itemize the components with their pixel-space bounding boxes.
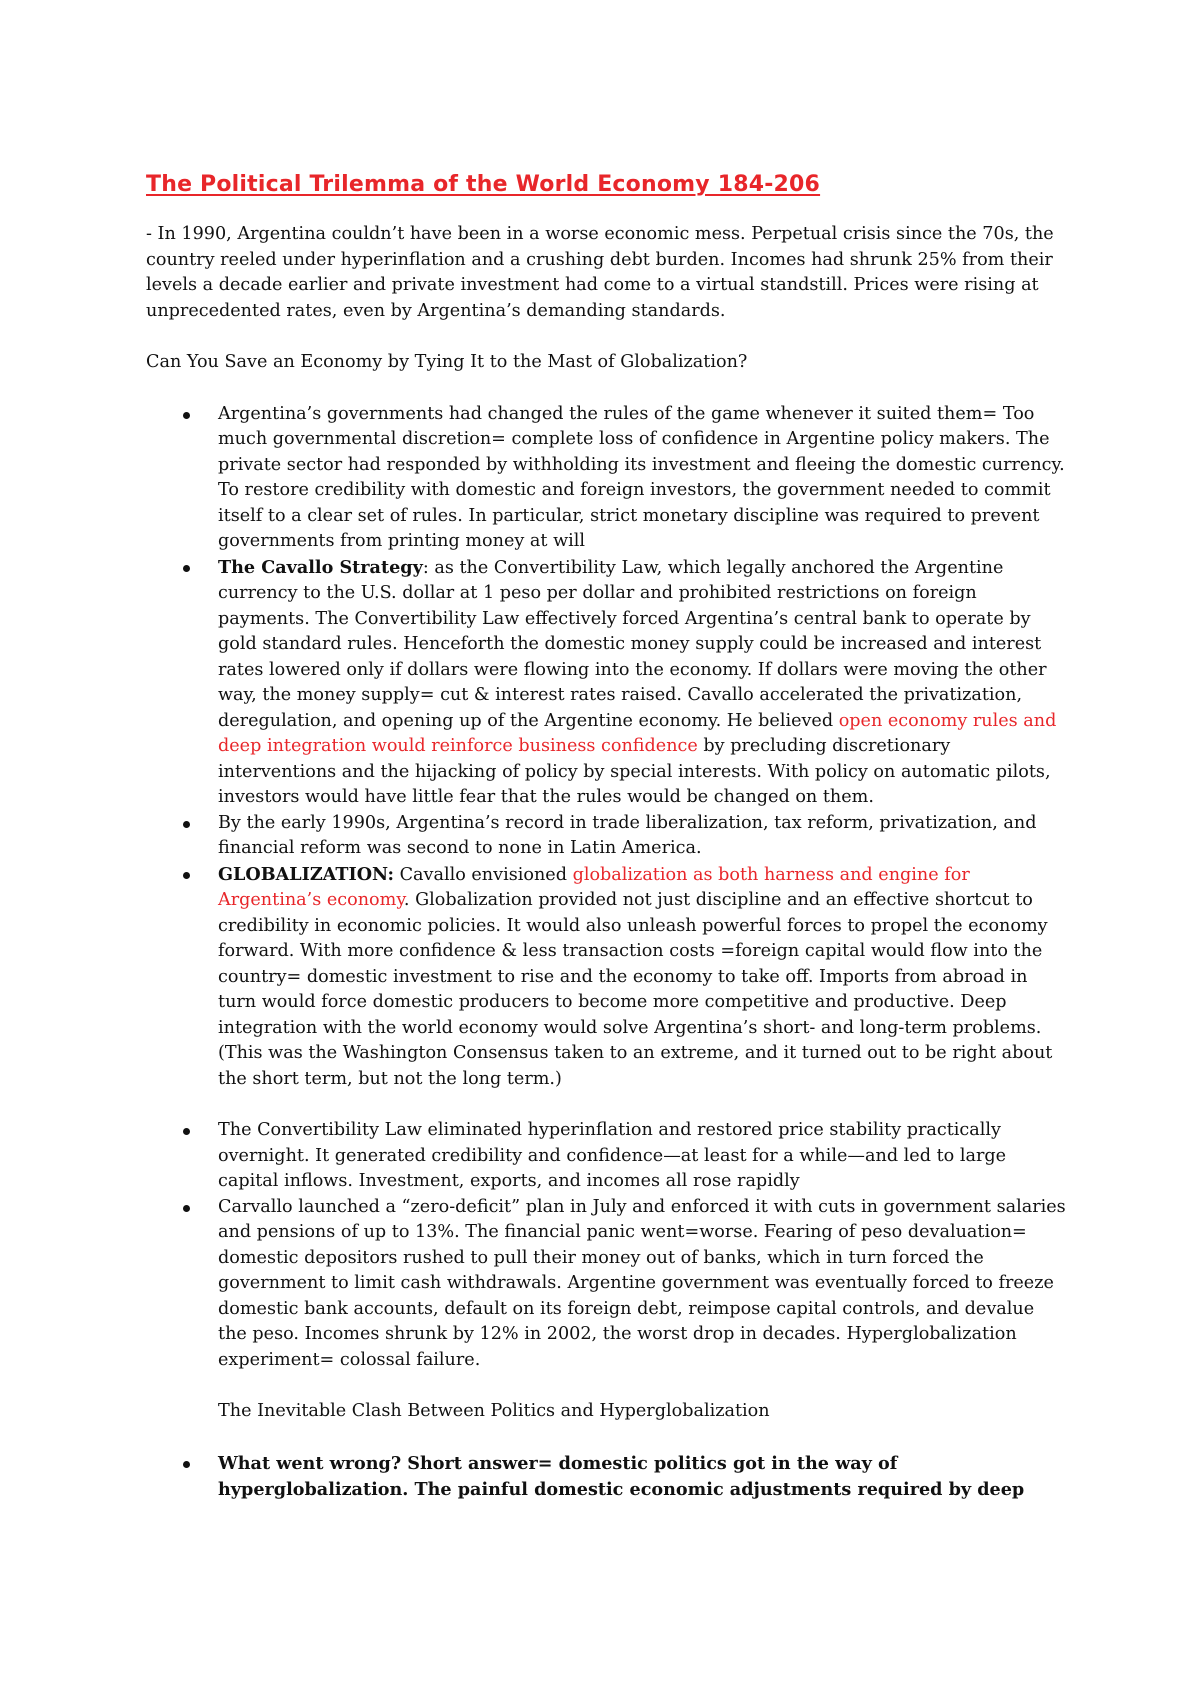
list-item <box>146 402 1066 555</box>
list-item <box>146 811 1066 862</box>
list-item <box>146 1451 1066 1504</box>
highlighted-text: globalization as both harness and engine for Argentina’s economy <box>218 864 970 910</box>
list-item <box>146 1195 1066 1374</box>
intro-paragraph: - In 1990, Argentina couldn’t have been in a worse economic mess. Perpetual crisis since the 70s, the country reeled under hyperinflation and a crushing debt burden. Incomes had shrunk 25% from their levels a decade earlier and private investment had come to a virtual standstill. Prices were rising at unprecedented rates, even by Argentina’s demanding standards. <box>146 224 1054 321</box>
section-heading-politics: The Inevitable Clash Between Politics and Hyperglobalization <box>218 1401 770 1421</box>
list-item-text: Argentina’s governments had changed the rules of the game whenever it suited them= Too much governmental discretion= complete loss of confidence in Argentine policy makers. The private sector had responded by withholding its investment and fleeing the domestic currency. To restore credibility with domestic and foreign investors, the government needed to commit itself to a clear set of rules. In particular, strict monetary discipline was required to prevent governments from printing money at will <box>218 403 1065 551</box>
document-title: The Political Trilemma of the World Economy 184-206 <box>146 172 821 197</box>
list-item-text: By the early 1990s, Argentina’s record in trade liberalization, tax reform, privatization, and financial reform was second to none in Latin America. <box>218 812 1037 858</box>
bullet-list-2 <box>146 1118 1066 1373</box>
list-item-text: by precluding discretionary interventions and the hijacking of policy by special interests. With policy on automatic pilots, investors would have little fear that the rules would be changed on them. <box>218 736 1051 807</box>
list-item-text: Carvallo launched a “zero-deficit” plan in July and enforced it with cuts in government salaries and pensions of up to 13%. The financial panic went=worse. Fearing of peso devaluation= domestic depositors rushed to pull their money out of banks, which in turn forced the government to limit cash withdrawals. Argentine government was eventually forced to freeze domestic bank accounts, default on its foreign debt, reimpose capital controls, and devalue the peso. Incomes shrunk by 12% in 2002, the worst drop in decades. Hyperglobalization experiment= colossal failure. <box>218 1196 1066 1370</box>
list-item-text: . Globalization provided not just discipline and an effective shortcut to credibility in economic policies. It would also unleash powerful forces to propel the economy forward. With more confidence & less transaction costs =foreign capital would flow into the country= domestic investment to rise and the economy to take off. Imports from abroad in turn would force domestic producers to become more competitive and productive. Deep integration with the world economy would solve Argentina’s short- and long-term problems. (This was the Washington Consensus taken to an extreme, and it turned out to be right about the short term, but not the long term.) <box>218 890 1053 1089</box>
document-page <box>146 170 1066 1504</box>
list-item-bold-text: What went wrong? Short answer= domestic politics got in the way of hyperglobalization. The painful domestic economic adjustments required by deep <box>218 1452 1025 1500</box>
bullet-icon <box>183 1205 190 1212</box>
section-heading-globalization: Can You Save an Economy by Tying It to the Mast of Globalization? <box>146 352 748 372</box>
bullet-list-3 <box>146 1451 1066 1504</box>
list-item <box>146 1118 1066 1195</box>
bullet-icon <box>183 821 190 828</box>
list-item-text: The Convertibility Law eliminated hyperinflation and restored price stability practically overnight. It generated credibility and confidence—at least for a while—and led to large capital inflows. Investment, exports, and incomes all rose rapidly <box>218 1120 1007 1191</box>
list-item <box>146 555 1066 811</box>
highlighted-text: open economy rules and deep integration would reinforce business confidence <box>218 710 1057 756</box>
bullet-icon <box>183 872 190 879</box>
bullet-icon <box>183 565 190 572</box>
list-item-bold-lead: The Cavallo Strategy <box>218 556 423 578</box>
bullet-icon <box>183 1128 190 1135</box>
list-item-bold-lead: GLOBALIZATION: <box>218 863 394 885</box>
bullet-icon <box>183 1461 190 1468</box>
list-item <box>146 862 1066 1093</box>
bullet-list-1 <box>146 402 1066 1093</box>
bullet-icon <box>183 412 190 419</box>
list-item-text: Cavallo envisioned <box>393 864 573 885</box>
list-item-text: : as the Convertibility Law, which legally anchored the Argentine currency to the U.S. dollar at 1 peso per dollar and prohibited restrictions on foreign payments. The Convertibility Law effectively forced Argentina’s central bank to operate by gold standard rules. Henceforth the domestic money supply could be increased and interest rates lowered only if dollars were flowing into the economy. If dollars were moving the other way, the money supply= cut & interest rates raised. Cavallo accelerated the privatization, deregulation, and opening up of the Argentine economy. He believed <box>218 557 1047 731</box>
